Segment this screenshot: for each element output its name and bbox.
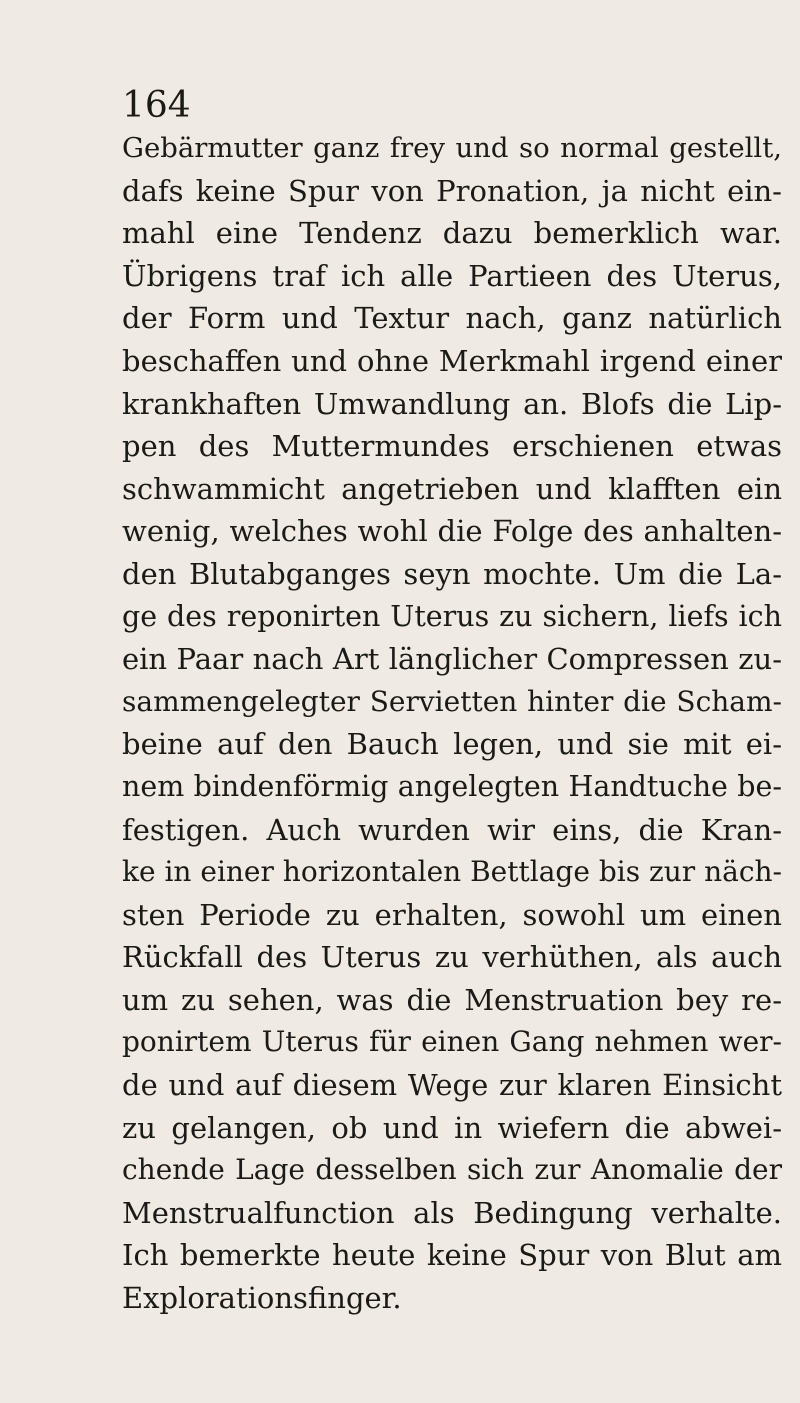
text-line: Rückfall des Uterus zu verhüthen, als auch bbox=[122, 940, 782, 975]
text-line: chende Lage desselben sich zur Anomalie der bbox=[122, 1153, 782, 1187]
text-line: um zu sehen, was die Menstruation bey re- bbox=[122, 982, 782, 1017]
text-line: pen des Muttermundes erschienen etwas bbox=[122, 429, 782, 464]
body-text bbox=[122, 127, 782, 1320]
text-line: ein Paar nach Art länglicher Compressen zu- bbox=[122, 642, 782, 677]
text-line: nem bindenförmig angelegten Handtuche be- bbox=[122, 769, 782, 803]
text-line: Menstrualfunction als Bedingung verhalte. bbox=[122, 1195, 782, 1230]
text-line: Ich bemerkte heute keine Spur von Blut am bbox=[122, 1238, 782, 1273]
text-line: festigen. Auch wurden wir eins, die Kran- bbox=[122, 812, 782, 847]
text-line: beschaffen und ohne Merkmahl irgend einer bbox=[122, 343, 782, 378]
text-line: schwammicht angetrieben und klafften ein bbox=[122, 471, 782, 506]
page-number: 164 bbox=[122, 85, 191, 126]
text-line: zu gelangen, ob und in wiefern die abwei- bbox=[122, 1110, 782, 1145]
text-line: mahl eine Tendenz dazu bemerklich war. bbox=[122, 216, 782, 251]
text-line: de und auf diesem Wege zur klaren Einsicht bbox=[122, 1068, 782, 1103]
text-line: sammengelegter Servietten hinter die Scham- bbox=[122, 684, 782, 718]
text-line: der Form und Textur nach, ganz natürlich bbox=[122, 301, 782, 336]
text-line: ponirtem Uterus für einen Gang nehmen wer- bbox=[122, 1025, 782, 1059]
text-line: Gebärmutter ganz frey und so normal gestellt, bbox=[122, 132, 782, 164]
text-line: sten Periode zu erhalten, sowohl um einen bbox=[122, 897, 782, 932]
text-line: ge des reponirten Uterus zu sichern, liefs ich bbox=[122, 599, 782, 633]
text-line: Übrigens traf ich alle Partieen des Uterus, bbox=[122, 258, 782, 293]
text-line: wenig, welches wohl die Folge des anhalten- bbox=[122, 514, 782, 549]
text-line: ke in einer horizontalen Bettlage bis zur näch- bbox=[122, 855, 782, 889]
text-line: den Blutabganges seyn mochte. Um die La- bbox=[122, 556, 782, 591]
text-line: beine auf den Bauch legen, und sie mit ei- bbox=[122, 727, 782, 762]
text-line: Explorationsfinger. bbox=[122, 1281, 402, 1316]
text-line: dafs keine Spur von Pronation, ja nicht ein- bbox=[122, 173, 782, 208]
text-line: krankhaften Umwandlung an. Blofs die Lip- bbox=[122, 386, 782, 421]
